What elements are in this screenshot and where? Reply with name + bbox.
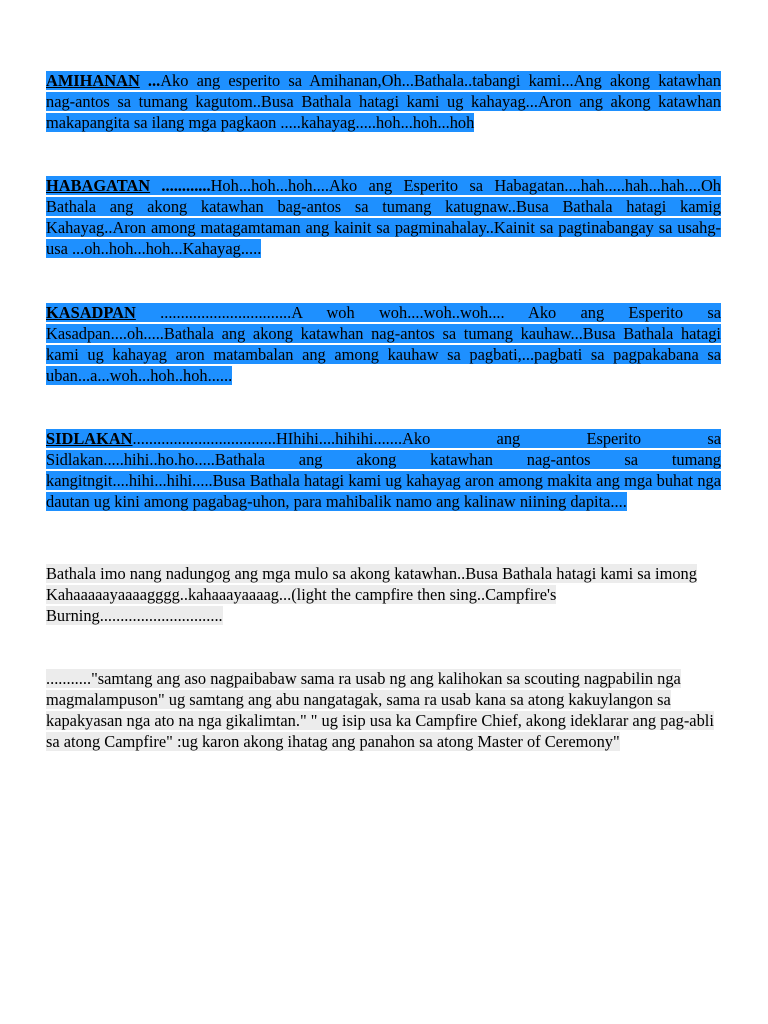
paragraph-campfire-lighting bbox=[46, 563, 721, 626]
separator-sidlakan: ................................... bbox=[132, 429, 276, 448]
highlight-sidlakan bbox=[46, 429, 721, 511]
paragraph-sidlakan bbox=[46, 428, 721, 512]
paragraph-habagatan bbox=[46, 175, 721, 259]
heading-amihanan: AMIHANAN bbox=[46, 71, 140, 90]
highlight-habagatan bbox=[46, 176, 721, 258]
body-text-kasadpan: A woh woh....woh..woh.... Ako ang Esperito sa Kasadpan....oh.....Bathala ang akong katawhan nag-antos sa tumang kauhaw...Busa Bathala hatagi kami ug kahayag aron matambalan ang among kauhaw sa pagbati,...pagbati sa pagpakabana sa uban...a...woh...hoh..hoh...... bbox=[46, 303, 721, 385]
highlight-campfire-lighting bbox=[46, 564, 697, 625]
heading-sidlakan: SIDLAKAN bbox=[46, 429, 133, 448]
separator-kasadpan: ................................ bbox=[135, 303, 292, 322]
separator-habagatan: ............ bbox=[150, 176, 211, 195]
highlight-campfire-opening bbox=[46, 669, 714, 751]
separator-amihanan: ... bbox=[139, 71, 161, 90]
body-text-habagatan: Hoh...hoh...hoh....Ako ang Esperito sa Habagatan....hah.....hah...hah....Oh Bathala ang akong katawhan bag-antos sa tumang katugnaw..Busa Bathala hatagi kamig Kahayag..Aron among matagamtaman ang kainit sa pagminahalay..Kainit sa pagtinabangay sa usahg-usa ...oh..hoh...hoh...Kahayag..... bbox=[46, 176, 721, 258]
paragraph-kasadpan bbox=[46, 302, 721, 386]
heading-habagatan: HABAGATAN bbox=[46, 176, 151, 195]
highlight-kasadpan bbox=[46, 303, 721, 385]
body-text-campfire-opening: ..........."samtang ang aso nagpaibabaw sama ra usab ng ang kalihokan sa scouting nagpabilin nga magmalampuson" ug samtang ang abu nangatagak, sama ra usab kana sa atong kakuylangon sa kapakyasan nga ato na nga gikalimtan." " ug isip usa ka Campfire Chief, akong ideklarar ang pag-abli sa atong Campfire" :ug karon akong ihatag ang panahon sa atong Master of Ceremony" bbox=[46, 669, 714, 751]
document-page bbox=[46, 70, 721, 752]
heading-kasadpan: KASADPAN bbox=[46, 303, 136, 322]
highlight-amihanan bbox=[46, 71, 721, 132]
paragraph-amihanan bbox=[46, 70, 721, 133]
paragraph-campfire-opening bbox=[46, 668, 721, 752]
body-text-sidlakan: HIhihi....hihihi.......Ako ang Esperito sa Sidlakan.....hihi..ho.ho.....Bathala ang akong katawhan nag-antos sa tumang kangitngit....hihi...hihi.....Busa Bathala hatagi kami ug kahayag aron among makita ang mga buhat nga dautan ug kini among pagabag-uhon, para mahibalik namo ang kalinaw niining dapita.... bbox=[46, 429, 721, 511]
body-text-amihanan: Ako ang esperito sa Amihanan,Oh...Bathala..tabangi kami...Ang akong katawhan nag-antos sa tumang kagutom..Busa Bathala hatagi kami ug kahayag...Aron ang akong katawhan makapangita sa ilang mga pagkaon .....kahayag.....hoh...hoh...hoh bbox=[46, 71, 721, 132]
body-text-campfire-lighting: Bathala imo nang nadungog ang mga mulo sa akong katawhan..Busa Bathala hatagi kami sa imong Kahaaaaayaaaagggg..kahaaayaaaag...(light the campfire then sing..Campfire's Burning.............................. bbox=[46, 564, 697, 625]
